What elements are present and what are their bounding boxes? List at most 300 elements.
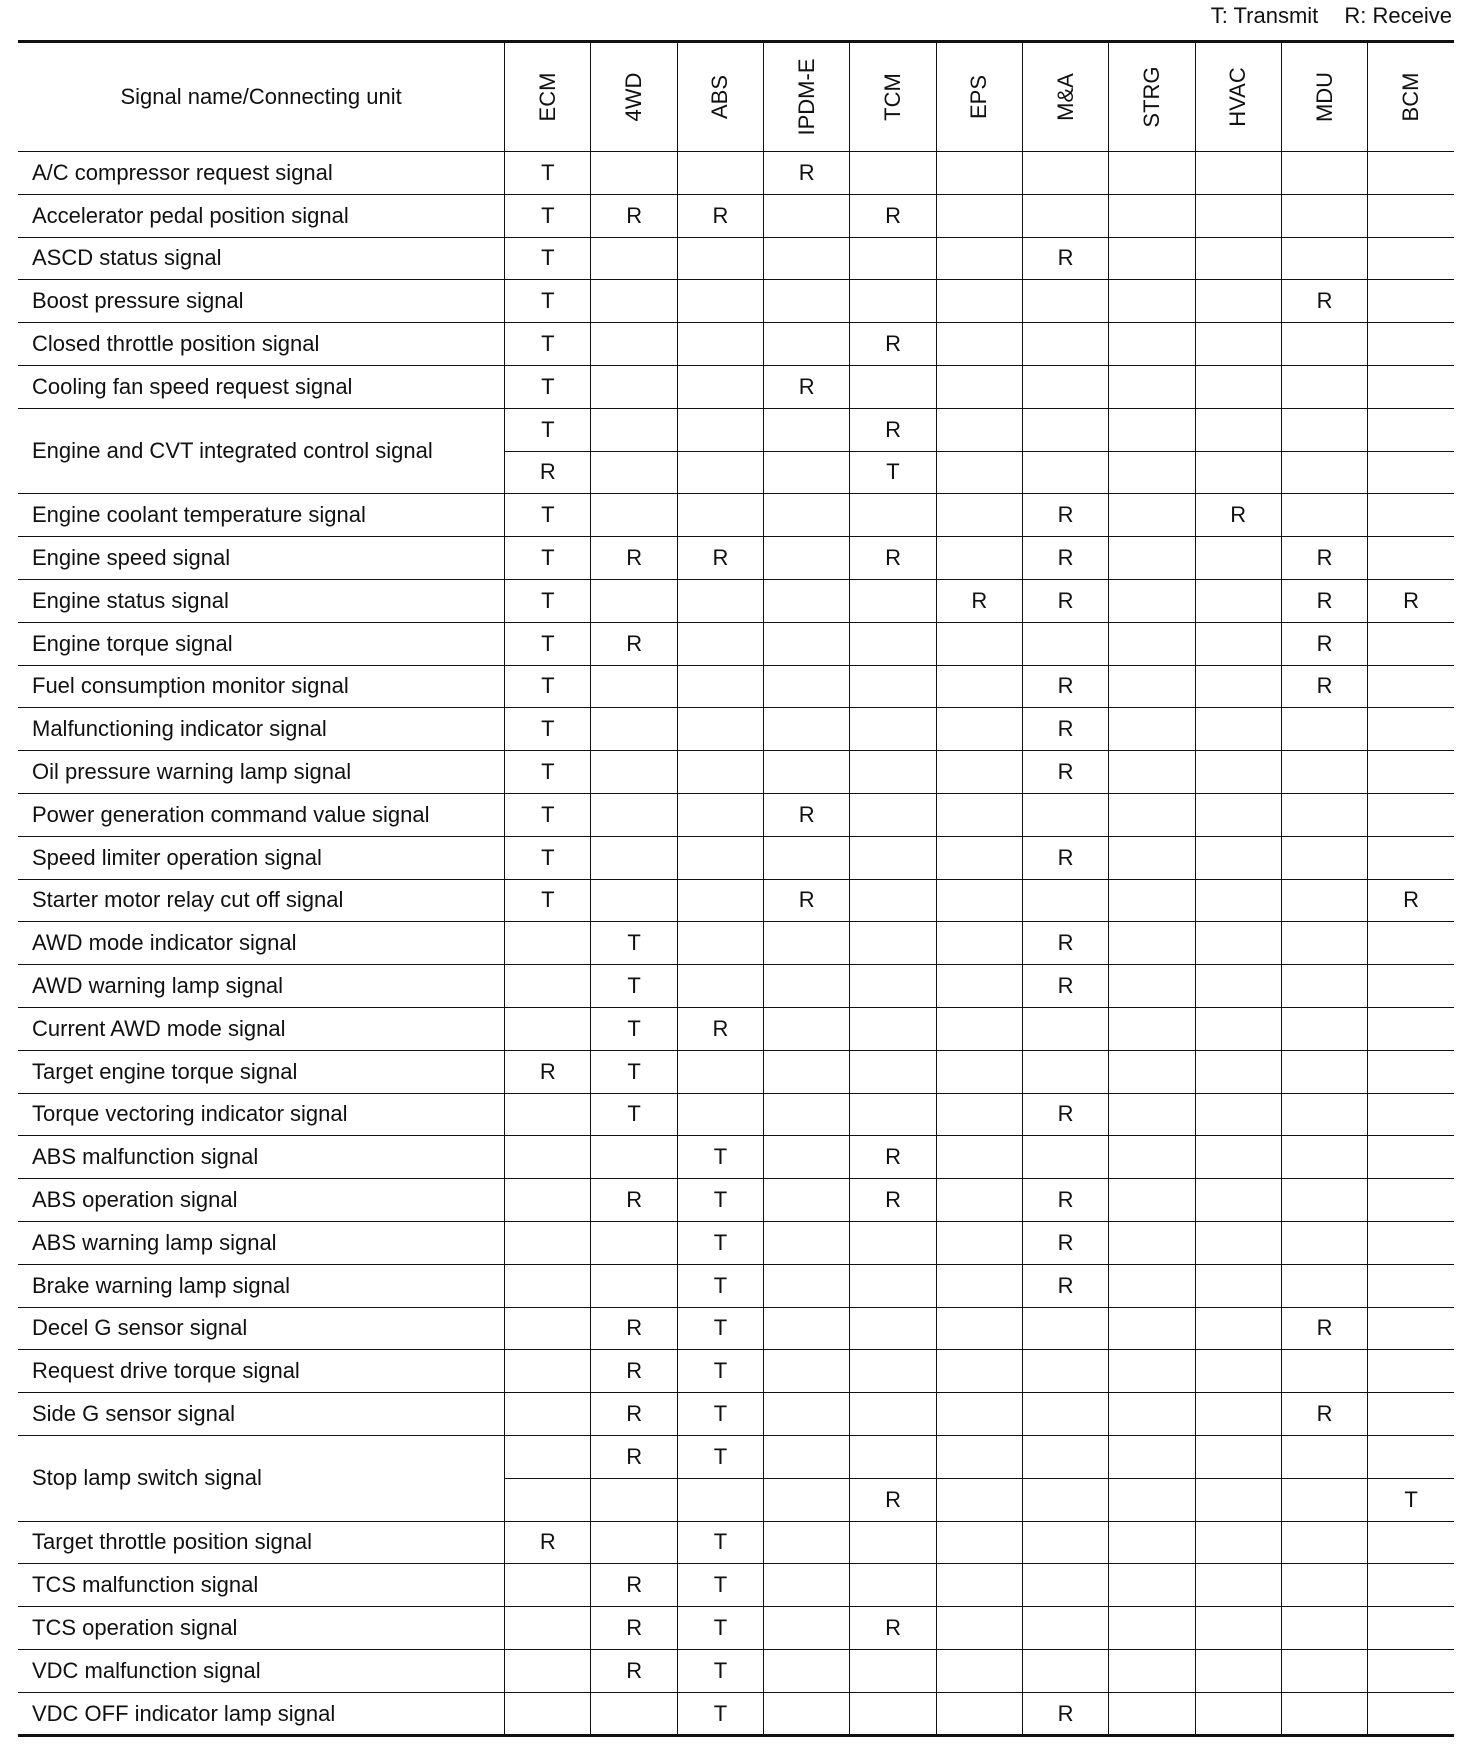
signal-cell (1195, 237, 1281, 280)
signal-name: ABS operation signal (18, 1179, 505, 1222)
signal-cell (936, 451, 1022, 494)
signal-cell: R (1281, 579, 1367, 622)
signal-name: ABS warning lamp signal (18, 1221, 505, 1264)
signal-name: Closed throttle position signal (18, 323, 505, 366)
signal-cell: R (677, 537, 763, 580)
signal-name: Oil pressure warning lamp signal (18, 751, 505, 794)
unit-header-label: ABS (707, 74, 733, 120)
signal-cell (1109, 1050, 1195, 1093)
signal-cell (936, 622, 1022, 665)
signal-cell (1368, 365, 1454, 408)
table-row (18, 1564, 1454, 1607)
signal-cell (1109, 879, 1195, 922)
table-row (18, 1307, 1454, 1350)
signal-cell (1109, 280, 1195, 323)
signal-name: TCS malfunction signal (18, 1564, 505, 1607)
signal-cell (1109, 1393, 1195, 1436)
signal-cell (505, 1478, 591, 1521)
signal-cell: R (850, 537, 936, 580)
signal-cell (1109, 1692, 1195, 1736)
table-row (18, 1607, 1454, 1650)
signal-cell (764, 665, 850, 708)
signal-cell (1195, 1050, 1281, 1093)
signal-cell (1195, 1692, 1281, 1736)
signal-cell (850, 1393, 936, 1436)
signal-cell (1281, 194, 1367, 237)
legend-receive: R: Receive (1344, 3, 1452, 28)
signal-cell (1022, 1521, 1108, 1564)
signal-cell (850, 1050, 936, 1093)
signal-cell (677, 408, 763, 451)
signal-cell: R (1022, 708, 1108, 751)
signal-cell: R (850, 1607, 936, 1650)
signal-cell: T (677, 1564, 763, 1607)
signal-cell: T (505, 793, 591, 836)
signal-cell (1195, 1007, 1281, 1050)
signal-cell (1281, 879, 1367, 922)
signal-name: Engine torque signal (18, 622, 505, 665)
signal-cell (764, 1264, 850, 1307)
unit-header (677, 42, 763, 152)
signal-cell: T (505, 494, 591, 537)
signal-cell (1109, 1350, 1195, 1393)
signal-cell (764, 1307, 850, 1350)
signal-cell (1109, 1649, 1195, 1692)
signal-cell (936, 365, 1022, 408)
signal-cell (1281, 1521, 1367, 1564)
signal-cell: T (677, 1692, 763, 1736)
table-row (18, 1521, 1454, 1564)
signal-cell: R (591, 1649, 677, 1692)
signal-cell: R (850, 194, 936, 237)
signal-cell (591, 408, 677, 451)
signal-cell (591, 365, 677, 408)
signal-cell (1368, 793, 1454, 836)
signal-cell (764, 1050, 850, 1093)
signal-name: VDC OFF indicator lamp signal (18, 1692, 505, 1736)
signal-cell (764, 1692, 850, 1736)
table-header-row (18, 42, 1454, 152)
signal-cell: T (591, 1093, 677, 1136)
signal-cell (1368, 1521, 1454, 1564)
table-row (18, 922, 1454, 965)
signal-cell: R (1195, 494, 1281, 537)
table-row (18, 194, 1454, 237)
signal-name: Stop lamp switch signal (18, 1435, 505, 1521)
signal-cell: R (1022, 494, 1108, 537)
signal-cell (591, 323, 677, 366)
table-row (18, 1221, 1454, 1264)
legend-transmit: T: Transmit (1210, 3, 1319, 28)
signal-cell (764, 1093, 850, 1136)
signal-cell: R (764, 793, 850, 836)
unit-header (936, 42, 1022, 152)
signal-cell (1109, 665, 1195, 708)
signal-cell (591, 451, 677, 494)
signal-cell (850, 879, 936, 922)
signal-cell (936, 537, 1022, 580)
signal-cell (1281, 1478, 1367, 1521)
signal-cell (1195, 152, 1281, 195)
signal-cell (1368, 537, 1454, 580)
signal-name: Engine status signal (18, 579, 505, 622)
signal-cell (677, 365, 763, 408)
signal-cell (850, 1264, 936, 1307)
signal-cell (1109, 965, 1195, 1008)
table-row (18, 494, 1454, 537)
signal-cell (505, 1136, 591, 1179)
table-row (18, 1050, 1454, 1093)
signal-cell (677, 665, 763, 708)
signal-cell (1195, 365, 1281, 408)
signal-cell: R (591, 1307, 677, 1350)
signal-cell: R (591, 622, 677, 665)
signal-cell (1109, 1607, 1195, 1650)
signal-cell (1109, 365, 1195, 408)
signal-cell (936, 194, 1022, 237)
signal-cell: T (677, 1649, 763, 1692)
signal-name: Decel G sensor signal (18, 1307, 505, 1350)
table-row (18, 793, 1454, 836)
signal-cell (1368, 451, 1454, 494)
unit-header-label: IPDM-E (793, 58, 819, 136)
signal-cell (1195, 1136, 1281, 1179)
unit-header (1281, 42, 1367, 152)
signal-cell: T (505, 622, 591, 665)
table-row (18, 1007, 1454, 1050)
signal-cell (591, 494, 677, 537)
unit-header (764, 42, 850, 152)
signal-cell (1368, 622, 1454, 665)
signal-cell (677, 280, 763, 323)
table-row (18, 1350, 1454, 1393)
signal-cell (1281, 1435, 1367, 1478)
signal-name: Request drive torque signal (18, 1350, 505, 1393)
signal-cell (936, 1136, 1022, 1179)
unit-header (1109, 42, 1195, 152)
signal-cell (1195, 1221, 1281, 1264)
table-row (18, 152, 1454, 195)
signal-cell (850, 1093, 936, 1136)
signal-name: Speed limiter operation signal (18, 836, 505, 879)
signal-cell (1281, 965, 1367, 1008)
signal-cell (505, 1007, 591, 1050)
signal-cell (1195, 1521, 1281, 1564)
signal-cell (1195, 1649, 1281, 1692)
unit-header-label: 4WD (621, 72, 647, 122)
signal-cell: T (591, 965, 677, 1008)
signal-name: Engine and CVT integrated control signal (18, 408, 505, 494)
signal-cell (1195, 323, 1281, 366)
signal-cell (1109, 194, 1195, 237)
signal-cell (1109, 237, 1195, 280)
signal-cell: T (505, 365, 591, 408)
table-row (18, 237, 1454, 280)
signal-cell (1195, 879, 1281, 922)
signal-cell (936, 237, 1022, 280)
signal-cell: T (505, 836, 591, 879)
signal-cell (936, 1050, 1022, 1093)
signal-cell: R (1022, 665, 1108, 708)
signal-cell (1368, 836, 1454, 879)
signal-cell: T (677, 1264, 763, 1307)
signal-cell (936, 793, 1022, 836)
signal-cell: T (505, 708, 591, 751)
signal-cell (850, 708, 936, 751)
signal-cell: R (850, 323, 936, 366)
signal-name: ASCD status signal (18, 237, 505, 280)
signal-cell (677, 1050, 763, 1093)
signal-cell (1109, 1136, 1195, 1179)
signal-name: Power generation command value signal (18, 793, 505, 836)
signal-cell (1022, 365, 1108, 408)
signal-cell (764, 1607, 850, 1650)
table-row (18, 708, 1454, 751)
signal-cell (1281, 1649, 1367, 1692)
signal-name: Cooling fan speed request signal (18, 365, 505, 408)
signal-cell (850, 965, 936, 1008)
signal-cell (1109, 494, 1195, 537)
signal-cell (1281, 836, 1367, 879)
signal-cell (1022, 1478, 1108, 1521)
signal-cell (1281, 1179, 1367, 1222)
signal-cell (1195, 1264, 1281, 1307)
signal-cell (1109, 323, 1195, 366)
signal-cell (591, 1478, 677, 1521)
table-row (18, 408, 1454, 451)
signal-cell (1195, 751, 1281, 794)
signal-cell: T (677, 1221, 763, 1264)
table-row (18, 323, 1454, 366)
signal-cell (850, 665, 936, 708)
signal-cell (1109, 1521, 1195, 1564)
signal-cell (1109, 152, 1195, 195)
signal-cell (764, 408, 850, 451)
signal-name: ABS malfunction signal (18, 1136, 505, 1179)
signal-cell (591, 836, 677, 879)
signal-cell: R (1281, 537, 1367, 580)
signal-cell (1281, 1692, 1367, 1736)
signal-cell: R (1022, 922, 1108, 965)
signal-cell: R (1022, 751, 1108, 794)
signal-cell: R (591, 1435, 677, 1478)
signal-name: Brake warning lamp signal (18, 1264, 505, 1307)
signal-cell (1281, 1007, 1367, 1050)
signal-cell (505, 1221, 591, 1264)
signal-cell (764, 451, 850, 494)
signal-cell (1368, 708, 1454, 751)
signal-cell (850, 1564, 936, 1607)
signal-cell (1368, 237, 1454, 280)
signal-cell: R (1368, 879, 1454, 922)
signal-cell (764, 922, 850, 965)
signal-cell (936, 708, 1022, 751)
signal-cell (505, 1179, 591, 1222)
table-row (18, 1093, 1454, 1136)
signal-cell (1109, 537, 1195, 580)
signal-cell (677, 708, 763, 751)
signal-cell (764, 1221, 850, 1264)
signal-cell (1022, 323, 1108, 366)
table-row (18, 879, 1454, 922)
signal-cell (1022, 879, 1108, 922)
signal-cell (1022, 1136, 1108, 1179)
signal-name: AWD warning lamp signal (18, 965, 505, 1008)
table-row (18, 1264, 1454, 1307)
signal-cell: R (505, 451, 591, 494)
signal-cell (677, 965, 763, 1008)
signal-cell (850, 1007, 936, 1050)
signal-cell (764, 1393, 850, 1436)
signal-cell (1281, 793, 1367, 836)
signal-cell: R (936, 579, 1022, 622)
signal-cell (936, 152, 1022, 195)
signal-cell: R (1022, 237, 1108, 280)
unit-header (505, 42, 591, 152)
signal-cell: R (1281, 665, 1367, 708)
signal-cell: T (591, 922, 677, 965)
signal-cell (764, 1350, 850, 1393)
signal-cell (936, 1649, 1022, 1692)
signal-cell (1368, 1093, 1454, 1136)
signal-cell: R (1281, 1393, 1367, 1436)
signal-cell: R (591, 1179, 677, 1222)
signal-name: Engine speed signal (18, 537, 505, 580)
signal-cell (1368, 408, 1454, 451)
signal-cell (1195, 1607, 1281, 1650)
unit-header-label: STRG (1138, 66, 1164, 128)
signal-cell (1281, 1564, 1367, 1607)
table-row (18, 836, 1454, 879)
signal-cell (1195, 579, 1281, 622)
table-row (18, 1136, 1454, 1179)
signal-name: TCS operation signal (18, 1607, 505, 1650)
signal-column-header: Signal name/Connecting unit (18, 42, 505, 152)
signal-cell (1022, 1007, 1108, 1050)
signal-cell (677, 751, 763, 794)
signal-cell (677, 323, 763, 366)
signal-name: Target throttle position signal (18, 1521, 505, 1564)
table-row (18, 751, 1454, 794)
signal-cell (1368, 1179, 1454, 1222)
signal-name: AWD mode indicator signal (18, 922, 505, 965)
signal-cell (850, 1350, 936, 1393)
table-row (18, 622, 1454, 665)
signal-cell (1022, 1393, 1108, 1436)
signal-cell (505, 1307, 591, 1350)
signal-cell (1281, 365, 1367, 408)
signal-cell (936, 1521, 1022, 1564)
signal-cell (1281, 922, 1367, 965)
signal-cell (1368, 280, 1454, 323)
signal-cell (850, 751, 936, 794)
signal-cell (677, 836, 763, 879)
signal-cell: R (764, 879, 850, 922)
signal-cell: T (677, 1435, 763, 1478)
signal-cell (1281, 152, 1367, 195)
table-row (18, 1649, 1454, 1692)
signal-cell (850, 365, 936, 408)
signal-cell (936, 1692, 1022, 1736)
signal-cell (591, 1521, 677, 1564)
signal-cell: R (1281, 622, 1367, 665)
table-body (18, 152, 1454, 1736)
signal-cell (1281, 1264, 1367, 1307)
signal-cell (591, 1221, 677, 1264)
signal-cell (936, 1607, 1022, 1650)
signal-cell (764, 323, 850, 366)
signal-cell (591, 1264, 677, 1307)
signal-cell (764, 751, 850, 794)
signal-cell: R (505, 1521, 591, 1564)
signal-cell: T (505, 237, 591, 280)
unit-header-label: TCM (880, 73, 906, 121)
signal-cell: T (1368, 1478, 1454, 1521)
signal-cell (1109, 622, 1195, 665)
signal-cell (1368, 922, 1454, 965)
signal-cell (1368, 1564, 1454, 1607)
signal-cell: T (677, 1607, 763, 1650)
signal-cell (764, 1521, 850, 1564)
signal-cell: T (677, 1521, 763, 1564)
unit-header-label: BCM (1398, 72, 1424, 122)
signal-cell (1022, 451, 1108, 494)
signal-cell (936, 323, 1022, 366)
table-row (18, 965, 1454, 1008)
unit-header (1195, 42, 1281, 152)
signal-cell (764, 194, 850, 237)
signal-cell (505, 1350, 591, 1393)
signal-cell (936, 1393, 1022, 1436)
signal-cell (1368, 1264, 1454, 1307)
signal-name: Accelerator pedal position signal (18, 194, 505, 237)
signal-cell: T (505, 152, 591, 195)
signal-cell (677, 1478, 763, 1521)
signal-cell (850, 793, 936, 836)
signal-cell (1281, 323, 1367, 366)
signal-cell (936, 1435, 1022, 1478)
signal-cell (591, 793, 677, 836)
table-row (18, 1393, 1454, 1436)
signal-cell: T (677, 1350, 763, 1393)
signal-cell (936, 408, 1022, 451)
signal-cell (591, 879, 677, 922)
signal-cell: T (677, 1393, 763, 1436)
signal-cell (677, 494, 763, 537)
signal-cell (505, 1692, 591, 1736)
signal-cell: R (850, 1179, 936, 1222)
signal-cell (591, 708, 677, 751)
signal-cell (1109, 408, 1195, 451)
signal-cell (1022, 152, 1108, 195)
signal-cell: R (1022, 1093, 1108, 1136)
signal-cell (591, 280, 677, 323)
signal-cell: R (1281, 1307, 1367, 1350)
signal-cell (1195, 1393, 1281, 1436)
signal-cell (764, 1478, 850, 1521)
signal-cell (677, 793, 763, 836)
signal-cell: R (591, 1393, 677, 1436)
signal-table (18, 40, 1454, 1737)
signal-cell (1281, 1221, 1367, 1264)
signal-cell (677, 879, 763, 922)
signal-cell (1195, 708, 1281, 751)
signal-cell (936, 1221, 1022, 1264)
signal-cell (764, 1007, 850, 1050)
signal-cell (1109, 1435, 1195, 1478)
signal-cell (850, 494, 936, 537)
signal-cell: R (1022, 836, 1108, 879)
